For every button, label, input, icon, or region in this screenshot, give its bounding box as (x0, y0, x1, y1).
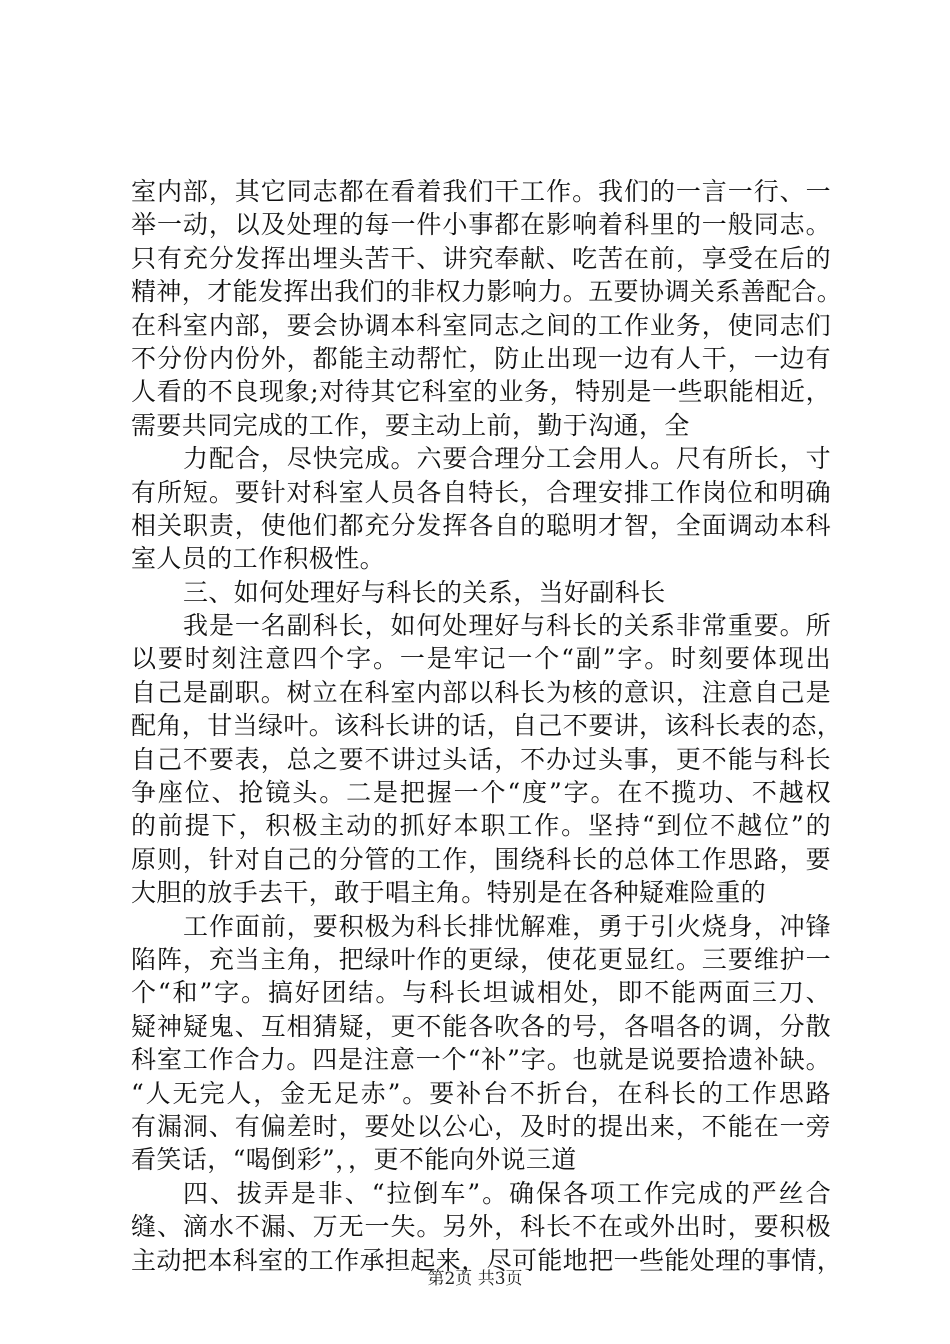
text-line: 需要共同完成的工作，要主动上前，勤于沟通，全 (131, 410, 690, 440)
text-line: 有漏洞、有偏差时，要处以公心，及时的提出来，不能在一旁 (131, 1111, 831, 1141)
text-line: 的前提下，积极主动的抓好本职工作。坚持“到位不越位”的 (131, 811, 831, 841)
text-line: 缝、滴水不漏、万无一失。另外，科长不在或外出时，要积极 (131, 1212, 831, 1242)
text-line: 我是一名副科长，如何处理好与科长的关系非常重要。所 (183, 611, 831, 641)
page-number-footer: 第2页 共3页 (427, 1269, 523, 1289)
text-line: 只有充分发挥出埋头苦干、讲究奉献、吃苦在前，享受在后的 (131, 243, 831, 273)
text-line: 疑神疑鬼、互相猜疑，更不能各吹各的号，各唱各的调，分散 (131, 1011, 831, 1041)
text-line: 自己不要表，总之要不讲过头话，不办过头事，更不能与科长 (131, 744, 831, 774)
text-line: 原则，针对自己的分管的工作，围绕科长的总体工作思路，要 (131, 844, 831, 874)
text-line: 有所短。要针对科室人员各自特长，合理安排工作岗位和明确 (131, 477, 831, 507)
text-line: 配角，甘当绿叶。该科长讲的话，自己不要讲，该科长表的态， (131, 711, 843, 741)
text-line: 主动把本科室的工作承担起来，尽可能地把一些能处理的事情， (131, 1245, 843, 1275)
body-text (131, 175, 843, 1277)
text-line: 争座位、抢镜头。二是把握一个“度”字。在不揽功、不越权 (131, 778, 831, 808)
text-line: 在科室内部，要会协调本科室同志之间的工作业务，使同志们 (131, 310, 831, 340)
text-line: 以要时刻注意四个字。一是牢记一个“副”字。时刻要体现出 (131, 644, 831, 674)
text-line: 自己是副职。树立在科室内部以科长为核的意识，注意自己是 (131, 677, 831, 707)
text-line: 精神，才能发挥出我们的非权力影响力。五要协调关系善配合。 (131, 277, 843, 307)
text-line: 力配合，尽快完成。六要合理分工会用人。尺有所长，寸 (183, 444, 831, 474)
section-heading: 三、如何处理好与科长的关系，当好副科长 (183, 577, 666, 607)
text-line: “人无完人，金无足赤”。要补台不折台，在科长的工作思路 (131, 1078, 831, 1108)
text-line: 陷阵，充当主角，把绿叶作的更绿，使花更显红。三要维护一 (131, 944, 831, 974)
text-line: 看笑话，“喝倒彩”，，更不能向外说三道 (131, 1145, 577, 1175)
text-line: 四、拔弄是非、“拉倒车”。确保各项工作完成的严丝合 (183, 1178, 831, 1208)
text-line: 个“和”字。搞好团结。与科长坦诚相处，即不能两面三刀、 (131, 978, 831, 1008)
text-line: 工作面前，要积极为科长排忧解难，勇于引火烧身，冲锋 (183, 911, 831, 941)
text-line: 科室工作合力。四是注意一个“补”字。也就是说要拾遗补缺。 (131, 1045, 831, 1075)
text-line: 相关职责，使他们都充分发挥各自的聪明才智，全面调动本科 (131, 510, 831, 540)
text-line: 大胆的放手去干，敢于唱主角。特别是在各种疑难险重的 (131, 878, 767, 908)
text-line: 不分份内份外，都能主动帮忙，防止出现一边有人干，一边有 (131, 343, 831, 373)
text-line: 室内部，其它同志都在看着我们干工作。我们的一言一行、一 (131, 177, 831, 206)
text-line: 室人员的工作积极性。 (131, 544, 386, 574)
text-line: 举一动，以及处理的每一件小事都在影响着科里的一般同志。 (131, 210, 831, 240)
text-line: 人看的不良现象;对待其它科室的业务，特别是一些职能相近， (131, 377, 831, 407)
